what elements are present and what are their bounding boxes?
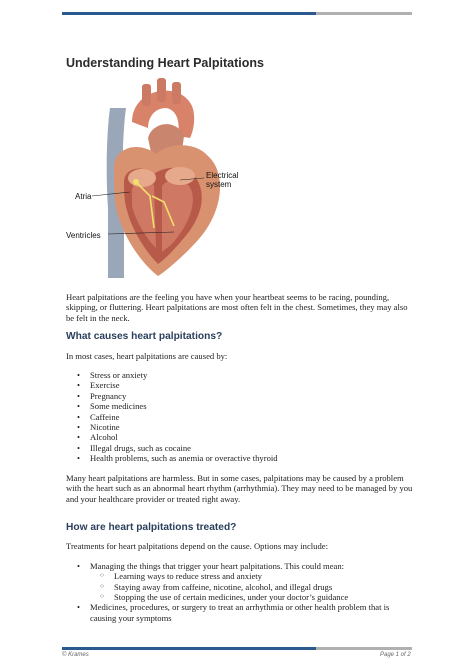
label-ventricles: Ventricles <box>66 231 101 240</box>
heart-illustration <box>62 78 262 283</box>
list-item: • Illegal drugs, such as cocaine <box>66 443 416 453</box>
footer-page-number: Page 1 of 2 <box>380 652 411 658</box>
treatment-sublist <box>90 571 416 602</box>
list-item: • Stress or anxiety <box>66 370 416 380</box>
treatment-item-text: Managing the things that trigger your heart palpitations. This could mean: <box>90 560 345 571</box>
footer-rule-gray <box>316 647 412 650</box>
causes-closing: Many heart palpitations are harmless. But in some cases, palpitations may be caused by a problem with the heart such as an abnormal heart rhythm (arrhythmia). They may need to be managed by you and your healthcare provider or treated right away. <box>66 472 413 504</box>
list-item: • Some medicines <box>66 401 416 411</box>
footer-rule-blue <box>62 647 316 650</box>
header-rule-blue <box>62 12 316 15</box>
sub-list-item: ○ Staying away from caffeine, nicotine, alcohol, and illegal drugs <box>90 582 416 592</box>
header-rule <box>62 12 412 15</box>
page-title: Understanding Heart Palpitations <box>66 56 264 70</box>
list-item: • Alcohol <box>66 432 416 442</box>
list-item: • Caffeine <box>66 412 416 422</box>
causes-lead: In most cases, heart palpitations are caused by: <box>66 350 228 361</box>
list-item: • Health problems, such as anemia or overactive thyroid <box>66 453 416 463</box>
document-body <box>66 292 416 632</box>
section-heading-causes: What causes heart palpitations? <box>66 331 223 343</box>
label-atria: Atria <box>75 192 92 201</box>
treatment-lead: Treatments for heart palpitations depend on the cause. Options may include: <box>66 541 328 552</box>
list-item: • Nicotine <box>66 422 416 432</box>
section-spacer <box>66 513 416 521</box>
sub-list-item: ○ Stopping the use of certain medicines, under your doctor’s guidance <box>90 592 416 602</box>
sub-list-item: ○ Learning ways to reduce stress and anxiety <box>90 571 416 581</box>
section-heading-treatment: How are heart palpitations treated? <box>66 521 237 533</box>
list-item <box>66 561 416 603</box>
footer-copyright: © Krames <box>62 652 89 658</box>
list-item: • Pregnancy <box>66 391 416 401</box>
treatment-list <box>66 561 416 623</box>
header-rule-gray <box>316 12 412 15</box>
intro-paragraph: Heart palpitations are the feeling you have when your heartbeat seems to be racing, pounding, skipping, or fluttering. Heart palpitations are most often felt in the chest. Sometimes, they may also be felt in the neck. <box>66 292 408 323</box>
list-item: • Exercise <box>66 380 416 390</box>
label-electrical-system: Electrical system <box>206 171 239 189</box>
list-item: • Medicines, procedures, or surgery to treat an arrhythmia or other health problem that is causing your symptoms <box>66 602 416 623</box>
causes-list <box>66 370 416 464</box>
footer-rule <box>62 647 412 650</box>
